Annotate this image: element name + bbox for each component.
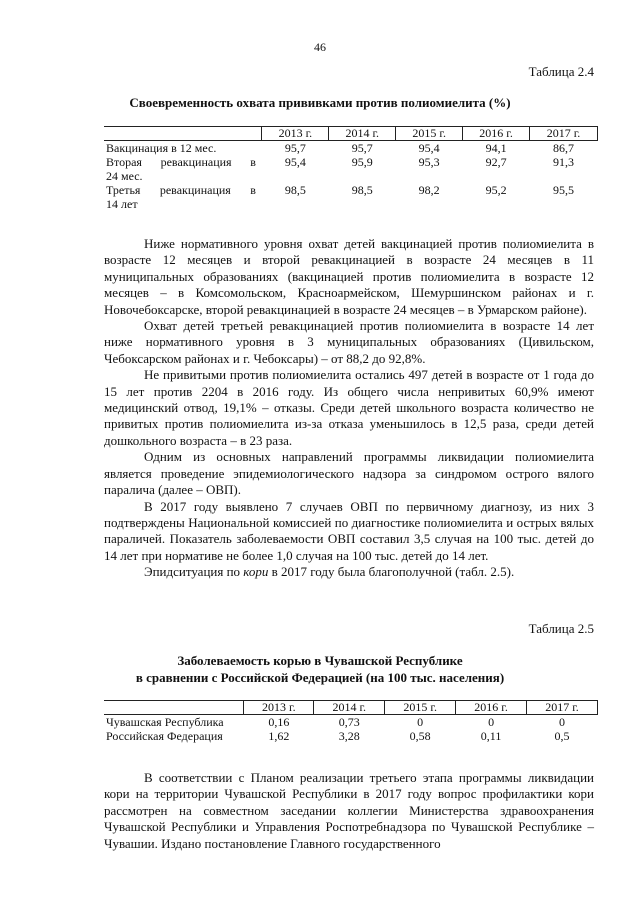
year-header: 2015 г. bbox=[385, 701, 456, 715]
table-cell: 0 bbox=[417, 715, 424, 729]
table-cell: 86,7 bbox=[553, 141, 575, 155]
table-cell: 3,28 bbox=[338, 729, 360, 743]
header-blank-cell bbox=[104, 127, 262, 141]
paragraph: Ниже нормативного уровня охват детей вакцинацией против полиомиелита в возрасте 12 месяцев и второй ревакцинацией в возрасте 24 месяцев в 11 муниципальных образованиях (вакцинацией против полиомиелита в возрасте 12 месяцев – в Комсомольском, Красноармейском, Шемуршинском районах и г. Новочебоксарске, второй ревакцинацией в возрасте 24 месяцев – в Урмарском районе). bbox=[104, 236, 594, 317]
table-cell: 95,3 bbox=[418, 155, 440, 169]
table-row bbox=[104, 729, 598, 743]
table-cell: 0,58 bbox=[409, 729, 431, 743]
year-header: 2017 г. bbox=[527, 701, 598, 715]
epid-paragraph bbox=[104, 564, 594, 580]
year-header: 2013 г. bbox=[262, 127, 329, 141]
year-header: 2014 г. bbox=[329, 127, 396, 141]
table-cell: 95,2 bbox=[485, 183, 507, 197]
row-label bbox=[104, 183, 262, 211]
epid-text-italic: кори bbox=[243, 564, 269, 580]
paragraph: Одним из основных направлений программы ликвидации полиомиелита является проведение эпидемиологического надзора за синдромом острого вялого паралича (далее – ОВП). bbox=[104, 449, 594, 498]
row-label: Чувашская Республика bbox=[106, 715, 224, 729]
year-header: 2016 г. bbox=[456, 701, 527, 715]
table-cell: 92,7 bbox=[485, 155, 507, 169]
table-cell: 0 bbox=[488, 715, 495, 729]
table-cell: 0,16 bbox=[268, 715, 290, 729]
row-label: Вакцинация в 12 мес. bbox=[106, 141, 217, 155]
table-cell: 98,5 bbox=[284, 183, 306, 197]
row-label-word: 14 лет bbox=[106, 197, 138, 211]
table-row bbox=[104, 141, 598, 156]
row-label-word: ревакцинация bbox=[159, 183, 231, 197]
table-header-row bbox=[104, 701, 598, 715]
table-header-row bbox=[104, 127, 598, 141]
year-header: 2017 г. bbox=[530, 127, 598, 141]
paragraph: Охват детей третьей ревакцинацией против полиомиелита в возрасте 14 лет ниже нормативного уровня в 3 муниципальных образованиях (Цивильском, Чебоксарском районах и г. Чебоксары) – от 88,2 до 92,8%. bbox=[104, 318, 594, 366]
table-cell: 95,5 bbox=[553, 183, 575, 197]
year-header: 2016 г. bbox=[463, 127, 530, 141]
paragraph: В соответствии с Планом реализации третьего этапа программы ликвидации кори на территории Чувашской Республики в 2017 году вопрос профилактики кори рассмотрен на совместном заседании коллегии Министерства здравоохранения Чувашской Республики и Управления Роспотребнадзора по Чувашской Республике – Чувашии. Издано постановление Главного государственного bbox=[104, 770, 594, 851]
year-header: 2013 г. bbox=[244, 701, 314, 715]
table-row bbox=[104, 155, 598, 183]
year-header: 2015 г. bbox=[396, 127, 463, 141]
row-label-word: в bbox=[250, 155, 256, 169]
row-label-word: в bbox=[250, 183, 256, 197]
table-cell: 98,5 bbox=[351, 183, 373, 197]
body-text-2 bbox=[104, 770, 594, 852]
table-cell: 0,11 bbox=[480, 729, 502, 743]
table-cell: 94,1 bbox=[485, 141, 507, 155]
table-cell: 91,3 bbox=[553, 155, 575, 169]
paragraph: Не привитыми против полиомиелита остались 497 детей в возрасте от 1 года до 15 лет против 2204 в 2016 году. Из общего числа непривитых 60,9% имеют медицинский отвод, 19,1% – отказы. Среди детей школьного возраста количество не привитых против полиомиелита из-за отказа уменьшилось в 12,5 раза, среди детей дошкольного возраста – в 23 раза. bbox=[104, 367, 594, 448]
table-cell: 95,4 bbox=[418, 141, 440, 155]
paragraph: В 2017 году выявлено 7 случаев ОВП по первичному диагнозу, из них 3 подтверждены Национальной комиссией по диагностике полиомиелита и острых вялых параличей. Показатель заболеваемости ОВП составил 3,5 случая на 100 тыс. детей до 14 лет при нормативе не более 1,0 случая на 100 тыс. детей до 14 лет. bbox=[104, 498, 594, 563]
body-text-1 bbox=[104, 236, 594, 581]
row-label-word: Вторая bbox=[106, 155, 142, 169]
table-2-5-title-line1: Заболеваемость корью в Чувашской Республике bbox=[177, 653, 463, 668]
row-label-word: 24 мес. bbox=[106, 169, 143, 183]
row-label bbox=[104, 155, 262, 183]
table-cell: 1,62 bbox=[268, 729, 290, 743]
row-label: Российская Федерация bbox=[106, 729, 223, 743]
header-blank-cell bbox=[104, 701, 244, 715]
table-row bbox=[104, 715, 598, 730]
table-cell: 0 bbox=[559, 715, 566, 729]
year-header: 2014 г. bbox=[314, 701, 385, 715]
table-2-4-label: Таблица 2.4 bbox=[528, 64, 594, 79]
table-cell: 0,73 bbox=[338, 715, 360, 729]
epid-text-end: в 2017 году была благополучной (табл. 2.5). bbox=[268, 564, 515, 580]
table-cell: 95,9 bbox=[351, 155, 373, 169]
table-cell: 98,2 bbox=[418, 183, 440, 197]
table-cell: 95,7 bbox=[351, 141, 373, 155]
row-label-word: ревакцинация bbox=[160, 155, 232, 169]
table-2-5 bbox=[104, 700, 598, 743]
table-2-5-title-line2: в сравнении с Российской Федерацией (на 100 тыс. населения) bbox=[135, 670, 505, 685]
table-2-5-label: Таблица 2.5 bbox=[528, 621, 594, 636]
table-cell: 95,7 bbox=[284, 141, 306, 155]
table-cell: 95,4 bbox=[284, 155, 306, 169]
epid-text-start: Эпидситуация по bbox=[144, 564, 244, 580]
page-number: 46 bbox=[314, 40, 326, 54]
table-2-4-title: Своевременность охвата прививками против полиомиелита (%) bbox=[129, 95, 511, 110]
row-label-word: Третья bbox=[106, 183, 141, 197]
table-2-4 bbox=[104, 126, 598, 211]
table-row bbox=[104, 183, 598, 211]
table-cell: 0,5 bbox=[554, 729, 570, 743]
